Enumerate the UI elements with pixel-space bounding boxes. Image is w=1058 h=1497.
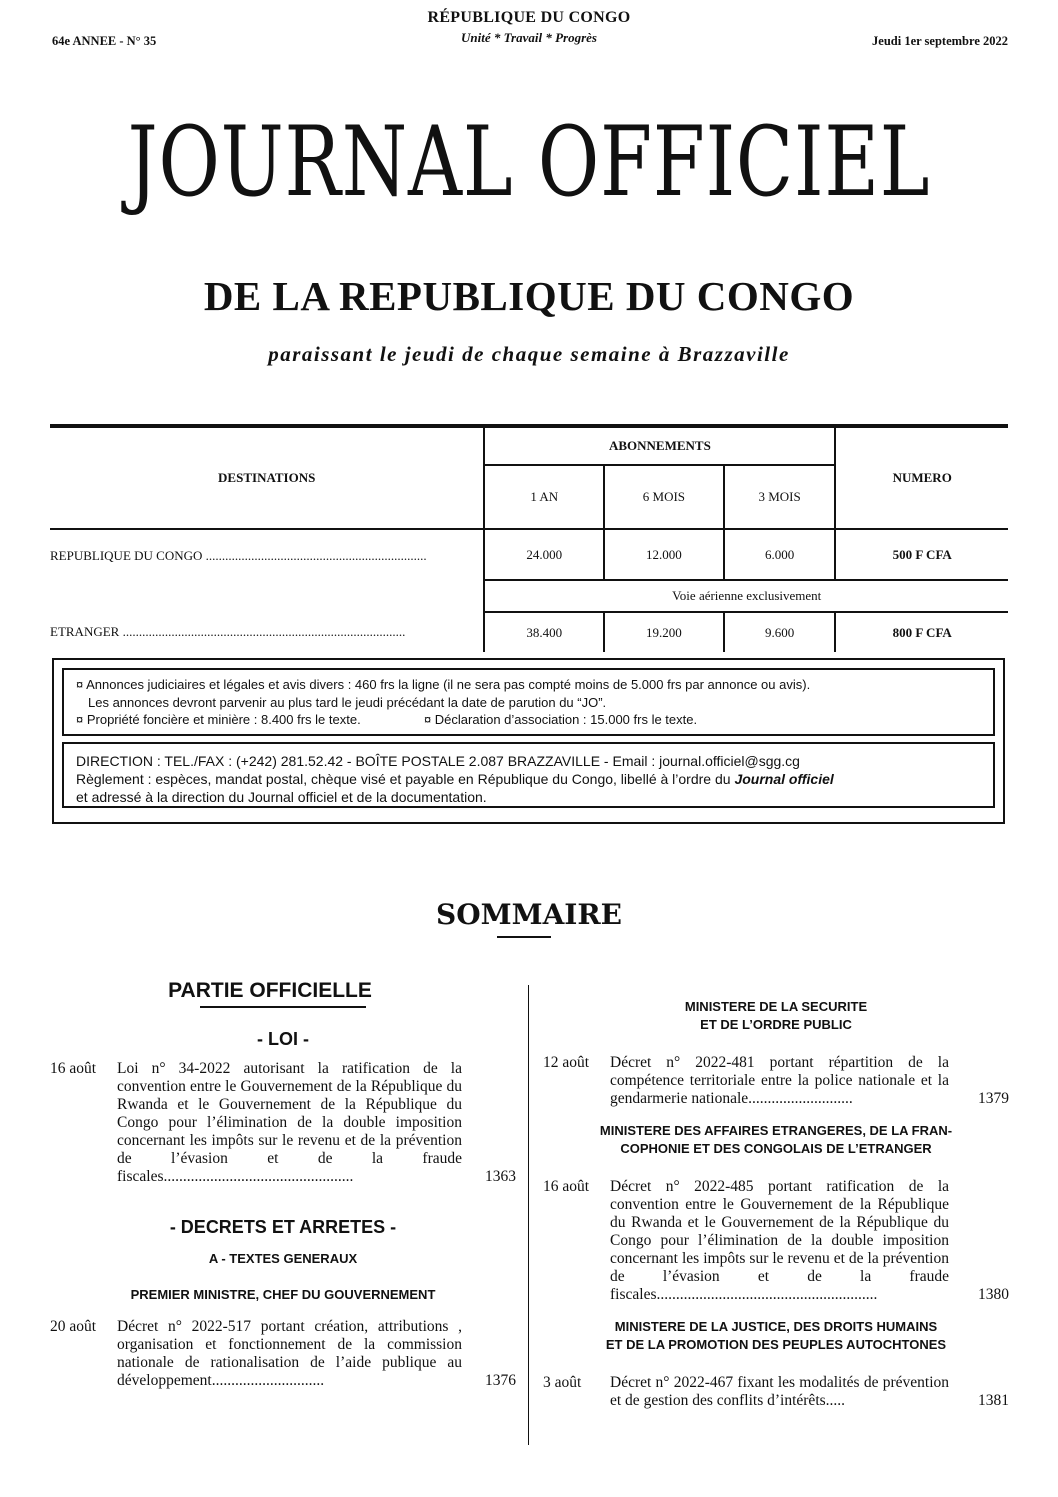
sommaire-underline	[497, 936, 551, 938]
notes-line-2: Les annonces devront parvenir au plus tard le jeudi précédant la date de parution du “JO”.	[88, 694, 607, 710]
toc-entry-decret-517[interactable]: 20 août Décret n° 2022-517 portant création, attributions , organisation et fonctionnement de la commission nationale de rationalisation de l’aide publique au développement............................. 1376	[50, 1318, 516, 1389]
etranger-3mois: 9.600	[724, 612, 836, 652]
entry-page: 1363	[485, 1168, 516, 1185]
partie-officielle-underline	[200, 1006, 366, 1008]
info-box	[52, 658, 1005, 824]
entry-date: 16 août	[543, 1178, 590, 1195]
journal-title: JOURNAL OFFICIEL	[127, 106, 931, 218]
subscription-table	[50, 424, 1008, 652]
congo-leader: ....................................................................	[205, 548, 427, 563]
notes-fonciere: ¤ Propriété foncière et minière : 8.400 frs le texte.	[76, 712, 361, 727]
national-motto: Unité * Travail * Progrès	[460, 30, 597, 45]
toc-entry-decret-467[interactable]: 3 août Décret n° 2022-467 fixant les modalités de prévention et de gestion des conflits d’intérêts..... 1381	[543, 1374, 1009, 1409]
announcement-notes	[62, 668, 995, 736]
ministry-affaires-etrangeres-l1: MINISTERE DES AFFAIRES ETRANGERES, DE LA FRAN-	[599, 1123, 953, 1138]
entry-text: Décret n° 2022-517 portant création, attributions , organisation et fonctionnement de la commission nationale de rationalisation de l’aide publique au développement	[117, 1318, 462, 1389]
sommaire-title: SOMMAIRE	[435, 898, 623, 931]
issue-number: 64e ANNEE - N° 35	[52, 34, 157, 48]
destinations-header: DESTINATIONS	[218, 470, 316, 485]
etranger-numero: 800 F CFA	[835, 612, 1008, 652]
congo-3mois: 6.000	[724, 529, 836, 580]
ministry-justice-l1: MINISTERE DE LA JUSTICE, DES DROITS HUMAINS	[614, 1319, 938, 1334]
congo-label: REPUBLIQUE DU CONGO	[50, 548, 203, 563]
journal-officiel-emphasis: Journal officiel	[734, 771, 834, 787]
notes-line-3	[76, 711, 981, 729]
etranger-1an: 38.400	[484, 612, 604, 652]
entry-date: 12 août	[543, 1054, 590, 1071]
issue-date: Jeudi 1er septembre 2022	[872, 34, 1008, 48]
payment-terms: Règlement : espèces, mandat postal, chèque visé et payable en République du Congo, libellé à l’ordre du	[76, 771, 735, 787]
etranger-6mois: 19.200	[604, 612, 724, 652]
textes-generaux-heading: A - TEXTES GENERAUX	[208, 1251, 358, 1266]
sommaire-right-column	[543, 998, 1009, 1410]
contact-line-3: et adressé à la direction du Journal officiel et de la documentation.	[76, 789, 487, 805]
period-1an: 1 AN	[484, 465, 604, 529]
entry-text: Loi n° 34-2022 autorisant la ratification de la convention entre le Gouvernement de la République du Rwanda et le Gouvernement de la République du Congo pour l’élimination de la double imposition concernant les impôts sur le revenu et de la prévention de l’évasion et de la fraude fiscales	[117, 1060, 462, 1185]
contact-line-2	[76, 770, 981, 788]
notes-line-1: ¤ Annonces judiciaires et légales et avis divers : 460 frs la ligne (il ne sera pas compté moins de 5.000 frs par annonce ou avis).	[76, 677, 811, 692]
entry-text: Décret n° 2022-467 fixant les modalités de prévention et de gestion des conflits d’intérêts	[610, 1374, 949, 1409]
congo-6mois: 12.000	[604, 529, 724, 580]
congo-numero: 500 F CFA	[835, 529, 1008, 580]
sommaire-left-column	[50, 979, 516, 1390]
toc-entry-decret-485[interactable]: 16 août Décret n° 2022-485 portant ratification de la convention entre le Gouvernement de la République du Rwanda et le Gouvernement de la République du Congo pour l’élimination de la double imposition concernant les impôts sur le revenu et de la prévention de l’évasion et de la fraude fiscales......................................................... 1380	[543, 1178, 1009, 1303]
etranger-label: ETRANGER	[50, 624, 120, 639]
abonnements-header: ABONNEMENTS	[608, 438, 711, 453]
entry-page: 1381	[978, 1392, 1009, 1409]
decrets-heading: - DECRETS ET ARRETES -	[169, 1217, 397, 1237]
numero-header: NUMERO	[892, 470, 952, 485]
entry-date: 20 août	[50, 1318, 97, 1335]
journal-subtitle: DE LA REPUBLIQUE DU CONGO	[203, 273, 855, 319]
etranger-leader: .......................................................................................	[122, 624, 406, 639]
republic-name: RÉPUBLIQUE DU CONGO	[427, 9, 631, 26]
entry-text: Décret n° 2022-485 portant ratification de la convention entre le Gouvernement de la République du Rwanda et le Gouvernement de la République du Congo pour l’élimination de la double imposition concernant les impôts sur le revenu et de la prévention de l’évasion et de la fraude fiscales	[610, 1178, 949, 1303]
toc-entry-decret-481[interactable]: 12 août Décret n° 2022-481 portant répartition de la compétence territoriale entre la police nationale et la gendarmerie nationale........................... 1379	[543, 1054, 1009, 1107]
congo-row-label	[50, 529, 484, 580]
entry-text: Décret n° 2022-481 portant répartition de la compétence territoriale entre la police nationale et la gendarmerie nationale	[610, 1054, 949, 1107]
notes-association: ¤ Déclaration d’association : 15.000 frs le texte.	[423, 712, 698, 727]
ministry-premier-ministre: PREMIER MINISTRE, CHEF DU GOUVERNEMENT	[130, 1287, 436, 1302]
air-mail-note: Voie aérienne exclusivement	[484, 580, 1008, 612]
ministry-securite-l1: MINISTERE DE LA SECURITE	[684, 999, 868, 1014]
entry-date: 16 août	[50, 1060, 97, 1077]
contact-details	[62, 742, 995, 808]
entry-date: 3 août	[543, 1374, 582, 1391]
ministry-affaires-etrangeres-l2: COPHONIE ET DES CONGOLAIS DE L’ETRANGER	[620, 1141, 932, 1156]
entry-page: 1379	[978, 1090, 1009, 1107]
period-6mois: 6 MOIS	[604, 465, 724, 529]
congo-1an: 24.000	[484, 529, 604, 580]
etranger-row-label	[50, 612, 484, 652]
contact-line-1: DIRECTION : TEL./FAX : (+242) 281.52.42 - BOÎTE POSTALE 2.087 BRAZZAVILLE - Email : journal.officiel@sgg.cg	[76, 753, 800, 769]
entry-page: 1380	[978, 1286, 1009, 1303]
column-divider	[528, 985, 529, 1445]
ministry-securite-l2: ET DE L’ORDRE PUBLIC	[700, 1017, 852, 1032]
period-3mois: 3 MOIS	[724, 465, 836, 529]
partie-officielle-heading: PARTIE OFFICIELLE	[168, 979, 372, 1002]
entry-page: 1376	[485, 1372, 516, 1389]
loi-heading: - LOI -	[257, 1029, 309, 1049]
ministry-justice-l2: ET DE LA PROMOTION DES PEUPLES AUTOCHTONES	[605, 1337, 947, 1352]
toc-entry-loi[interactable]: 16 août Loi n° 34-2022 autorisant la ratification de la convention entre le Gouvernement de la République du Rwanda et le Gouvernement de la République du Congo pour l’élimination de la double imposition concernant les impôts sur le revenu et de la prévention de l’évasion et de la fraude fiscales................................................. 1363	[50, 1060, 516, 1185]
journal-tagline: paraissant le jeudi de chaque semaine à Brazzaville	[268, 342, 790, 366]
